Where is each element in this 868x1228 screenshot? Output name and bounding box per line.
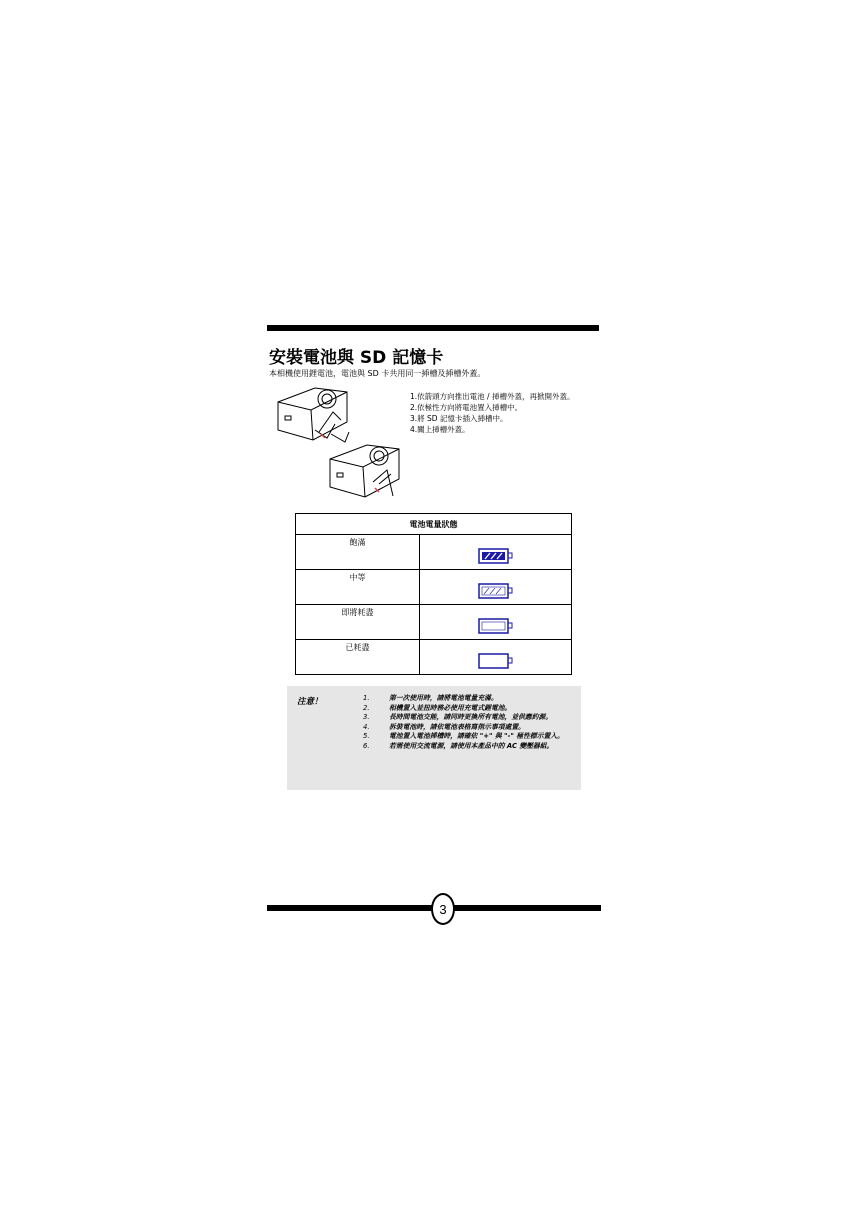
note-text: 若需使用交流電源，請使用本產品中的 AC 變壓器組。 — [389, 741, 554, 750]
battery-full-label: 飽滿 — [296, 535, 420, 570]
battery-low-icon — [478, 618, 514, 634]
note-text: 長時間電池交能，請同時更換所有電池，並供應約源。 — [389, 713, 553, 721]
note-number: 1. — [363, 694, 370, 702]
note-number: 2. — [363, 703, 370, 712]
note-item — [363, 723, 573, 733]
note-text: 第一次使用時，請將電池電量充滿。 — [389, 694, 498, 702]
note-box — [287, 686, 581, 790]
page-title: 安裝電池與 SD 記憶卡 — [269, 348, 444, 368]
top-rule — [267, 325, 599, 331]
camera-battery-illustration — [275, 384, 415, 502]
note-item — [363, 713, 573, 723]
note-item — [363, 742, 573, 752]
battery-empty-icon — [478, 653, 514, 669]
note-label: 注意！ — [297, 697, 323, 707]
step-3: 3.將 SD 記憶卡插入揷槽中。 — [410, 414, 508, 423]
note-number: 3. — [363, 713, 370, 721]
note-list — [363, 694, 573, 751]
note-text: 電池置入電池揷槽時，請確依 "+" 與 "-" 極性標示置入。 — [389, 732, 564, 740]
page-number: 3 — [431, 893, 455, 925]
battery-half-label: 中等 — [296, 570, 420, 605]
note-item — [363, 694, 573, 704]
step-4: 4.關上揷槽外蓋。 — [410, 425, 470, 434]
install-steps — [410, 391, 574, 435]
step-1: 1.依箭頭方向推出電池 / 揷槽外蓋，再掀開外蓋。 — [410, 392, 575, 401]
note-text: 拆裝電池時，請依電池表格寫指示事項處置。 — [389, 722, 525, 731]
battery-table-header: 電池電量狀態 — [296, 514, 572, 535]
step-2: 2.依極性方向將電池置入揷槽中。 — [410, 403, 523, 412]
battery-full-icon — [478, 548, 514, 564]
note-number: 4. — [363, 722, 370, 731]
note-text: 相機置入並扭時務必使用充電式鋰電池。 — [389, 703, 512, 712]
intro-text: 本相機使用鋰電池，電池與 SD 卡共用同一揷槽及揷槽外蓋。 — [269, 369, 486, 378]
note-item — [363, 704, 573, 714]
bottom-rule-left — [267, 905, 433, 911]
note-item — [363, 732, 573, 742]
battery-low-label: 即將耗盡 — [296, 605, 420, 640]
bottom-rule-right — [449, 905, 601, 911]
note-number: 5. — [363, 732, 370, 740]
battery-empty-label: 已耗盡 — [296, 640, 420, 675]
battery-half-icon — [478, 583, 514, 599]
note-number: 6. — [363, 741, 370, 750]
battery-status-table — [295, 513, 572, 675]
